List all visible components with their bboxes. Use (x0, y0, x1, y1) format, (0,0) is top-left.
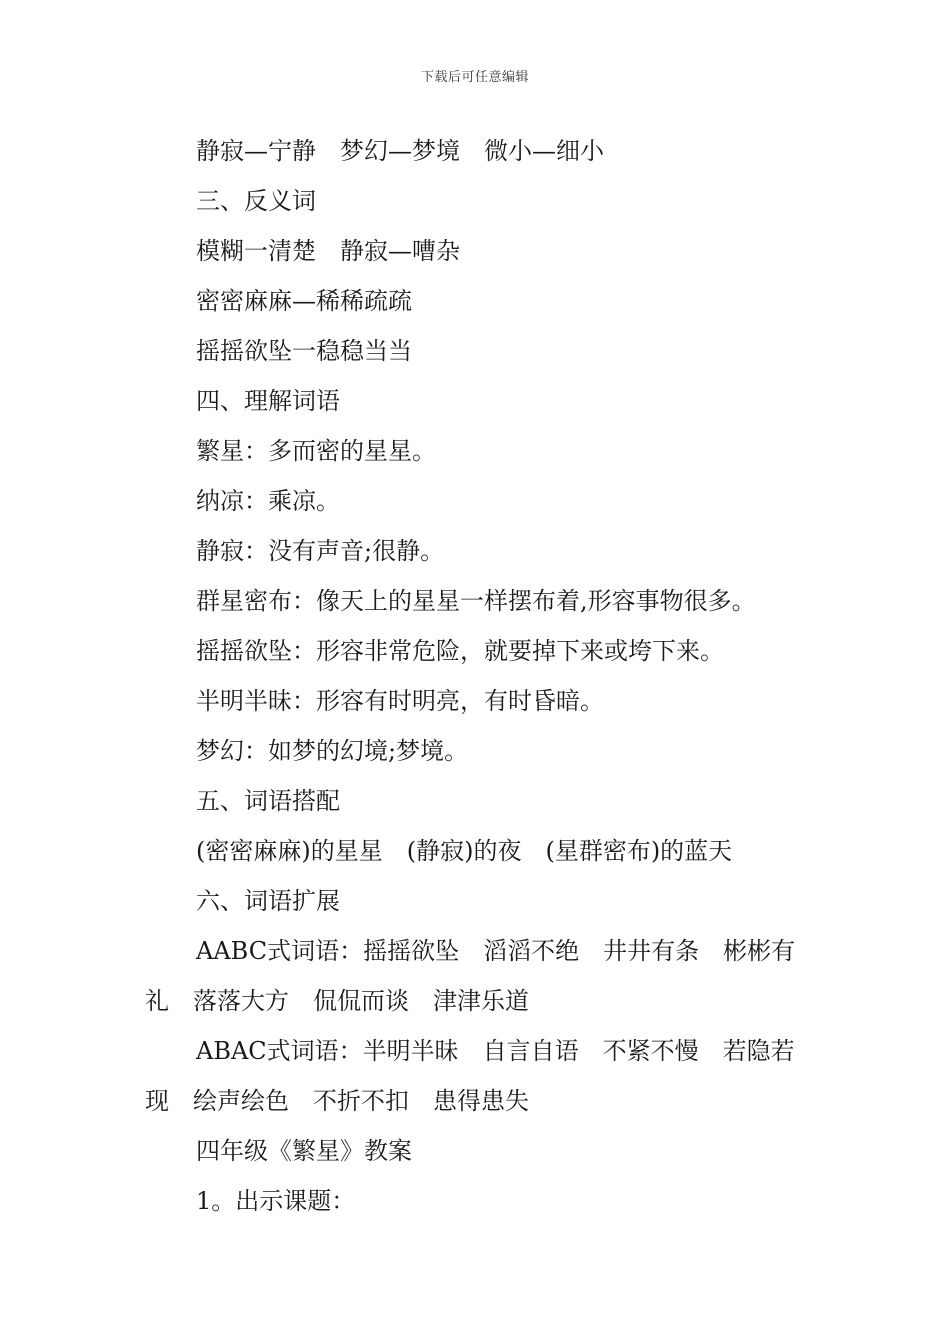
text-line: 静寂：没有声音;很静。 (196, 537, 445, 565)
aabc-paragraph: AABC式词语：摇摇欲坠 滔滔不绝 井井有条 彬彬有礼 落落大方 侃侃而谈 津津乐道 (145, 937, 796, 1015)
text-line: 摇摇欲坠一稳稳当当 (196, 337, 412, 365)
abac-paragraph: ABAC式词语：半明半昧 自言自语 不紧不慢 若隐若现 绘声绘色 不折不扣 患得患失 (145, 1037, 795, 1115)
text-line: 群星密布：像天上的星星一样摆布着,形容事物很多。 (196, 587, 756, 615)
page-header-note: 下载后可任意编辑 (420, 70, 529, 85)
section-heading: 四、理解词语 (196, 387, 340, 415)
section-heading: 五、词语搭配 (196, 787, 340, 815)
text-line: 梦幻：如梦的幻境;梦境。 (196, 737, 469, 765)
text-line: 纳凉：乘凉。 (196, 487, 340, 515)
text-line: (密密麻麻)的星星 (静寂)的夜 (星群密布)的蓝天 (196, 837, 733, 865)
text-line: 摇摇欲坠：形容非常危险，就要掉下来或垮下来。 (196, 637, 724, 665)
text-line: 1。出示课题： (196, 1187, 356, 1215)
lesson-title: 四年级《繁星》教案 (196, 1137, 412, 1165)
section-heading: 三、反义词 (196, 187, 316, 215)
section-heading: 六、词语扩展 (196, 887, 340, 915)
text-line: 半明半昧：形容有时明亮，有时昏暗。 (196, 687, 604, 715)
text-line: 密密麻麻—稀稀疏疏 (196, 287, 412, 315)
text-line: 静寂—宁静 梦幻—梦境 微小—细小 (196, 137, 604, 165)
text-line: 繁星：多而密的星星。 (196, 437, 436, 465)
text-line: 模糊一清楚 静寂—嘈杂 (196, 237, 460, 265)
document-body (145, 126, 815, 1226)
